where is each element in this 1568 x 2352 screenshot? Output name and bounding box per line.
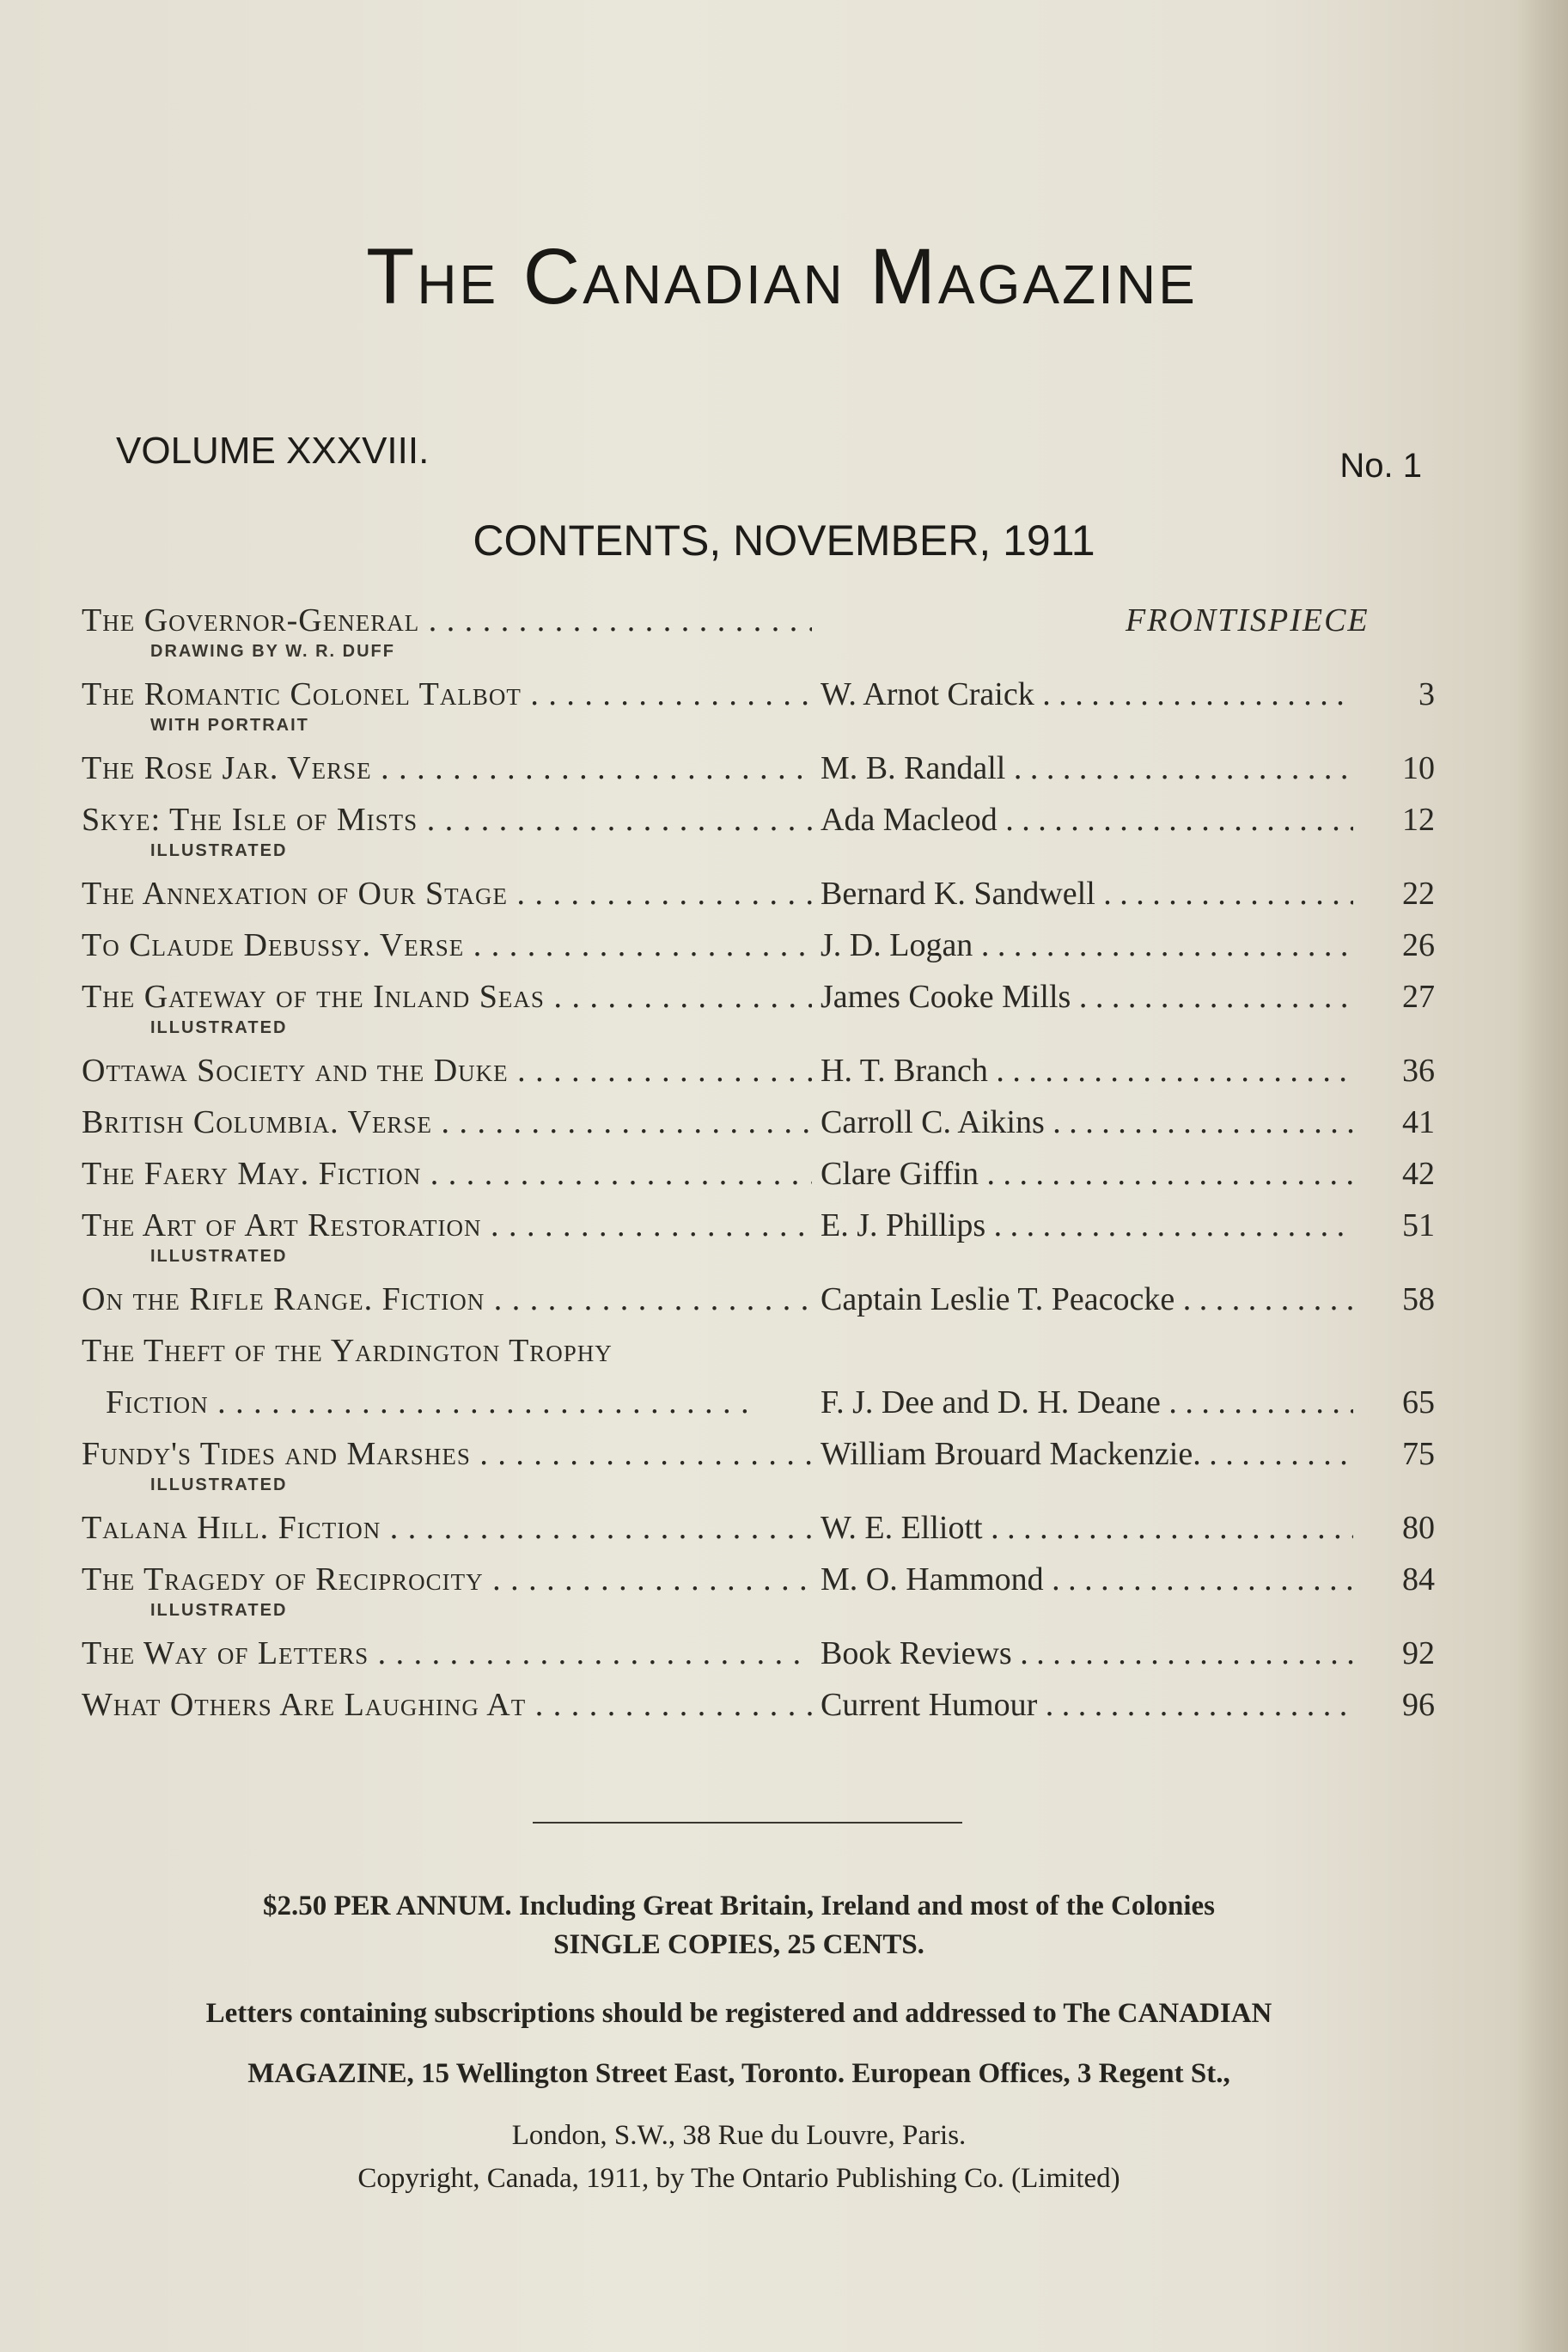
toc-entry-talana-hill[interactable] xyxy=(82,1502,1435,1554)
toc-entry-title: To Claude Debussy. Verse . . . xyxy=(82,919,812,971)
toc-entry-ottawa-society[interactable] xyxy=(82,1045,1435,1097)
toc-entry-page: 80 xyxy=(1402,1510,1435,1546)
toc-entry-author: M. O. Hammond . . . xyxy=(821,1554,1353,1605)
toc-entry-colonel-talbot[interactable] xyxy=(82,669,1435,742)
toc-entry-page: 84 xyxy=(1402,1561,1435,1598)
toc-entry-author: Current Humour . . . xyxy=(821,1679,1353,1731)
toc-entry-yardington-trophy[interactable] xyxy=(82,1325,1435,1377)
toc-entry-fundy-tides[interactable] xyxy=(82,1428,1435,1502)
toc-entry-subtitle: ILLUSTRATED xyxy=(150,1247,288,1266)
toc-entry-author: E. J. Phillips . . . xyxy=(821,1200,1353,1251)
toc-entry-way-of-letters[interactable] xyxy=(82,1628,1435,1679)
toc-entry-page: 3 xyxy=(1419,676,1435,712)
issue-number: No. 1 xyxy=(1339,447,1422,485)
toc-entry-page: 65 xyxy=(1402,1384,1435,1420)
toc-entry-page: 26 xyxy=(1402,927,1435,963)
toc-entry-page: 10 xyxy=(1402,750,1435,786)
volume-label: VOLUME XXXVIII. xyxy=(116,430,430,472)
toc-entry-subtitle: ILLUSTRATED xyxy=(150,841,288,860)
toc-entry-title: The Romantic Colonel Talbot . . . xyxy=(82,669,812,720)
office-address: MAGAZINE, 15 Wellington Street East, Toronto. European Offices, 3 Regent St., xyxy=(247,2058,1230,2089)
toc-entry-author: M. B. Randall . . . xyxy=(821,742,1353,794)
toc-entry-author: Book Reviews . . . xyxy=(821,1628,1353,1679)
toc-entry-subtitle: ILLUSTRATED xyxy=(150,1601,288,1620)
toc-entry-title: Skye: The Isle of Mists . . . xyxy=(82,794,812,846)
toc-entry-title: Fiction . . . xyxy=(106,1377,812,1428)
toc-entry-subtitle: ILLUSTRATED xyxy=(150,1475,288,1494)
toc-entry-page: 27 xyxy=(1402,979,1435,1015)
toc-entry-title: The Tragedy of Reciprocity . . . xyxy=(82,1554,812,1605)
toc-entry-author: Clare Giffin . . . xyxy=(821,1148,1353,1200)
toc-entry-rose-jar[interactable] xyxy=(82,742,1435,794)
toc-entry-skye[interactable] xyxy=(82,794,1435,868)
toc-entry-yardington-trophy-fiction[interactable] xyxy=(82,1377,1435,1428)
subscription-price: $2.50 PER ANNUM. Including Great Britain, Ireland and most of the Colonies xyxy=(262,1891,1215,1921)
toc-entry-author: F. J. Dee and D. H. Deane . . . xyxy=(821,1377,1353,1428)
toc-entry-author: Bernard K. Sandwell . . . xyxy=(821,868,1353,919)
toc-entry-title: The Theft of the Yardington Trophy xyxy=(82,1333,613,1369)
toc-entry-title: On the Rifle Range. Fiction . . . xyxy=(82,1274,812,1325)
table-of-contents xyxy=(82,595,1435,1731)
toc-entry-art-restoration[interactable] xyxy=(82,1200,1435,1274)
toc-entry-page: 41 xyxy=(1402,1104,1435,1140)
toc-entry-gateway[interactable] xyxy=(82,971,1435,1045)
toc-entry-page: 22 xyxy=(1402,876,1435,912)
toc-entry-annexation[interactable] xyxy=(82,868,1435,919)
toc-entry-author: J. D. Logan . . . xyxy=(821,919,1353,971)
contents-heading: CONTENTS, NOVEMBER, 1911 xyxy=(473,516,1095,565)
copyright-notice: Copyright, Canada, 1911, by The Ontario Publishing Co. (Limited) xyxy=(357,2163,1120,2194)
subscription-instructions: Letters containing subscriptions should be registered and addressed to The CANADIAN xyxy=(205,1998,1272,2029)
toc-entry-title: Fundy's Tides and Marshes . . . xyxy=(82,1428,812,1480)
toc-entry-title: What Others Are Laughing At . . . xyxy=(82,1679,812,1731)
toc-entry-british-columbia[interactable] xyxy=(82,1097,1435,1148)
toc-entry-author: W. E. Elliott . . . xyxy=(821,1502,1353,1554)
toc-entry-rifle-range[interactable] xyxy=(82,1274,1435,1325)
toc-entry-faery-may[interactable] xyxy=(82,1148,1435,1200)
toc-entry-claude-debussy[interactable] xyxy=(82,919,1435,971)
toc-entry-title: The Way of Letters . . . xyxy=(82,1628,812,1679)
toc-entry-author: FRONTISPIECE xyxy=(1126,602,1370,638)
toc-entry-title: The Governor-General . . . xyxy=(82,595,812,646)
toc-entry-author: H. T. Branch . . . xyxy=(821,1045,1353,1097)
toc-entry-title: The Annexation of Our Stage . . . xyxy=(82,868,812,919)
toc-entry-tragedy-reciprocity[interactable] xyxy=(82,1554,1435,1628)
toc-entry-title: Ottawa Society and the Duke . . . xyxy=(82,1045,812,1097)
toc-entry-author: W. Arnot Craick . . . xyxy=(821,669,1353,720)
toc-entry-title: The Art of Art Restoration . . . xyxy=(82,1200,812,1251)
toc-entry-page: 75 xyxy=(1402,1436,1435,1472)
toc-entry-governor-general[interactable] xyxy=(82,595,1435,669)
toc-entry-page: 96 xyxy=(1402,1687,1435,1723)
toc-entry-page: 92 xyxy=(1402,1635,1435,1671)
toc-entry-page: 12 xyxy=(1402,802,1435,838)
divider-rule xyxy=(533,1822,962,1824)
toc-entry-author: Carroll C. Aikins . . . xyxy=(821,1097,1353,1148)
toc-entry-title: The Gateway of the Inland Seas . . . xyxy=(82,971,812,1023)
toc-entry-page: 36 xyxy=(1402,1053,1435,1089)
magazine-title: The Canadian Magazine xyxy=(366,233,1198,321)
toc-entry-author: Ada Macleod . . . xyxy=(821,794,1353,846)
toc-entry-page: 51 xyxy=(1402,1207,1435,1243)
toc-entry-title: British Columbia. Verse . . . xyxy=(82,1097,812,1148)
single-copy-price: SINGLE COPIES, 25 CENTS. xyxy=(553,1929,924,1960)
toc-entry-subtitle: ILLUSTRATED xyxy=(150,1018,288,1037)
toc-entry-title: The Faery May. Fiction . . . xyxy=(82,1148,812,1200)
european-address: London, S.W., 38 Rue du Louvre, Paris. xyxy=(511,2120,967,2151)
toc-entry-page: 42 xyxy=(1402,1156,1435,1192)
page-spine-shadow xyxy=(1516,0,1568,2352)
toc-entry-title: Talana Hill. Fiction . . . xyxy=(82,1502,812,1554)
toc-entry-page: 58 xyxy=(1402,1281,1435,1317)
toc-entry-title: The Rose Jar. Verse . . . xyxy=(82,742,812,794)
toc-entry-laughing-at[interactable] xyxy=(82,1679,1435,1731)
toc-entry-author: William Brouard Mackenzie. . . . xyxy=(821,1428,1353,1480)
toc-entry-author: James Cooke Mills . . . xyxy=(821,971,1353,1023)
toc-entry-subtitle: WITH PORTRAIT xyxy=(150,716,309,735)
toc-entry-author: Captain Leslie T. Peacocke . . . xyxy=(821,1274,1353,1325)
toc-entry-subtitle: DRAWING BY W. R. DUFF xyxy=(150,642,395,661)
